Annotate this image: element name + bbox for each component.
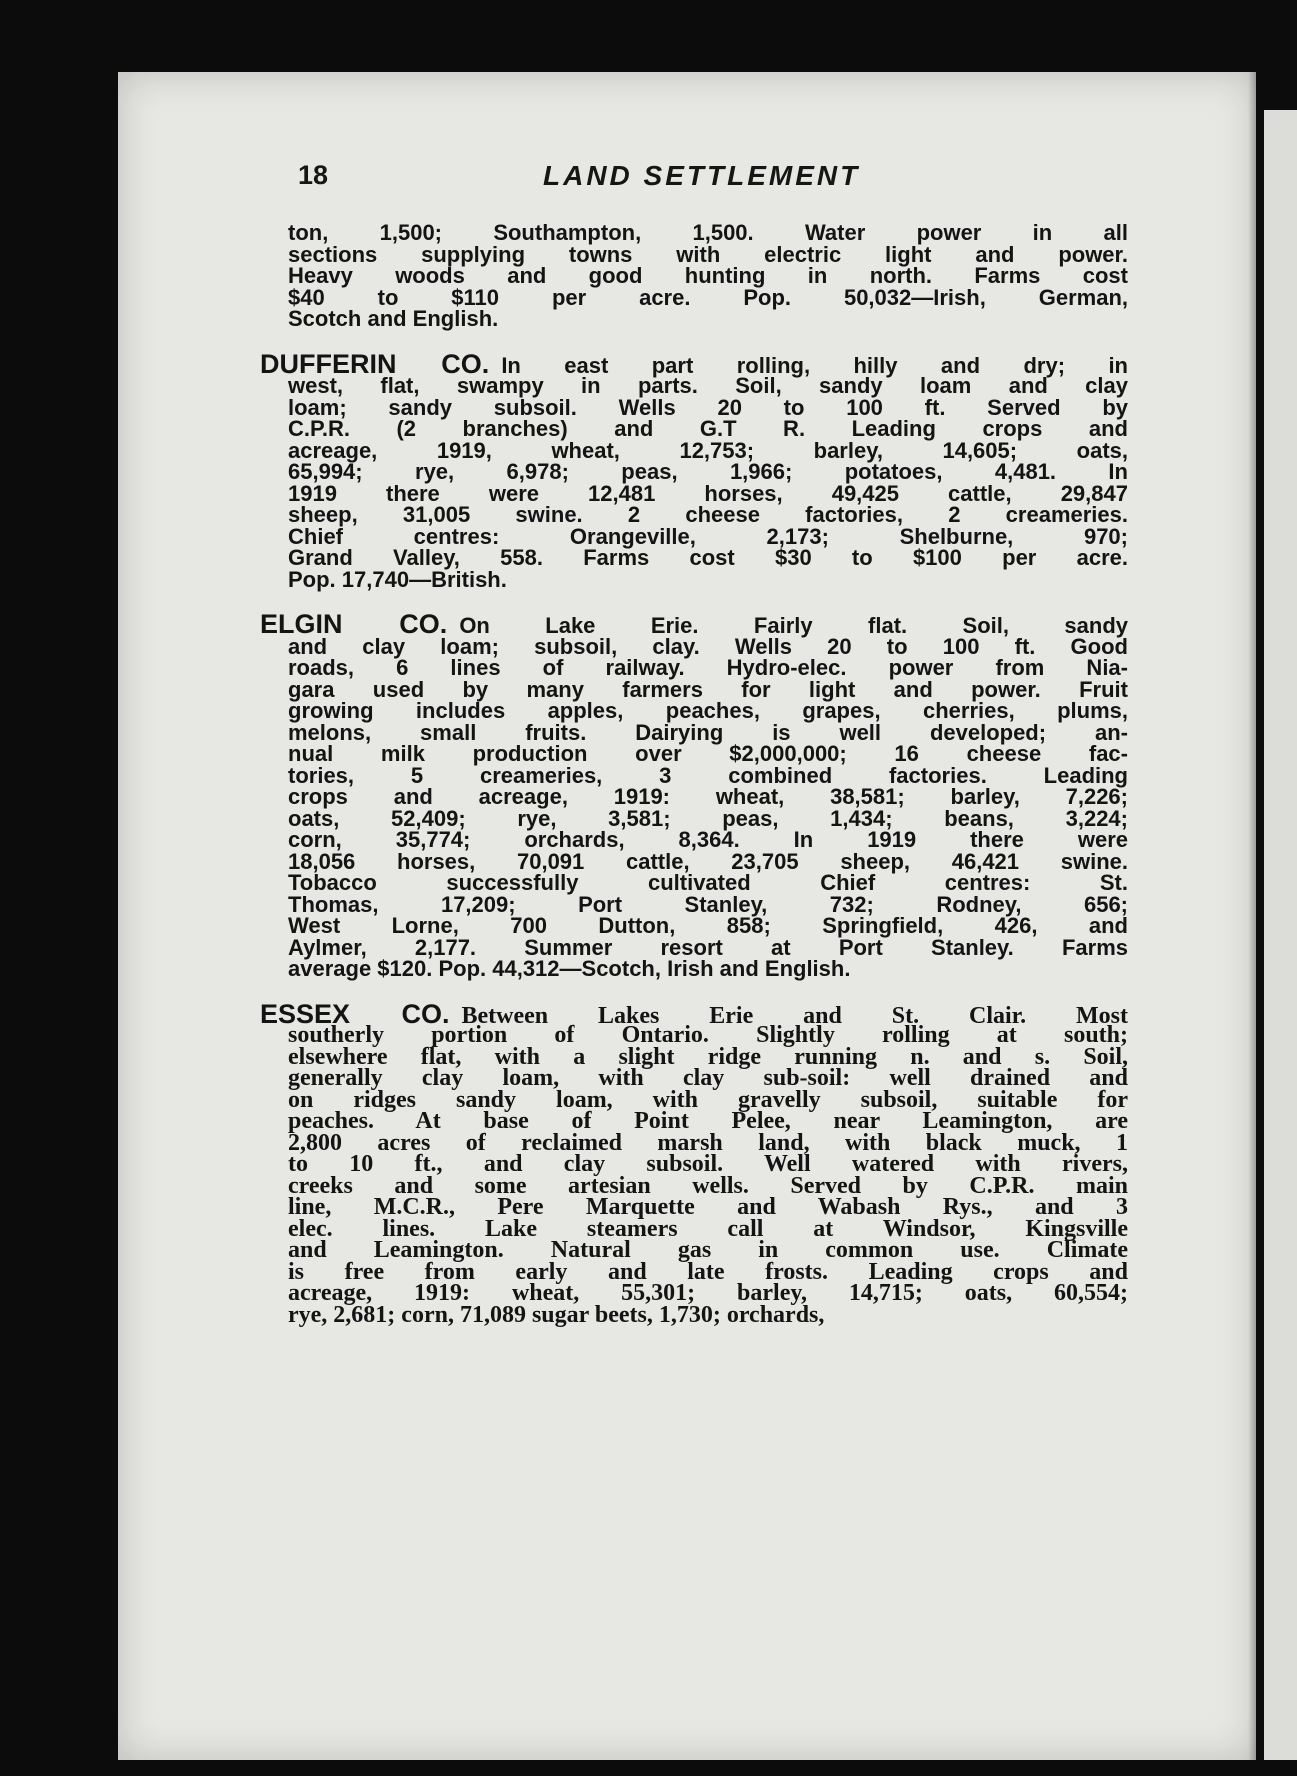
line-text: sheep, 31,005 swine. 2 cheese factories, 2 creameries. (288, 502, 1128, 527)
text-line (288, 504, 1128, 526)
text-line (288, 743, 1128, 765)
line-text: 65,994; rye, 6,978; peas, 1,966; potatoes, 4,481. In (288, 459, 1128, 484)
text-line (288, 1301, 1128, 1328)
line-text: West Lorne, 700 Dutton, 858; Springfield, 426, and (288, 913, 1128, 938)
line-text: ton, 1,500; Southampton, 1,500. Water power in all (288, 220, 1128, 245)
text-line (288, 700, 1128, 722)
text-line (288, 418, 1128, 440)
line-text: generally clay loam, with clay sub-soil: well drained and (288, 1065, 1128, 1091)
text-line (288, 547, 1128, 569)
line-text: Scotch and English. (288, 306, 499, 331)
line-text: average $120. Pop. 44,312—Scotch, Irish and English. (288, 956, 851, 981)
county-entry (288, 222, 1128, 330)
line-text: rye, 2,681; corn, 71,089 sugar beets, 1,730; orchards, (288, 1301, 825, 1328)
line-text: sections supplying towns with electric light and power. (288, 241, 1128, 267)
text-line (288, 375, 1128, 397)
county-entry (260, 348, 1128, 592)
text-line (260, 609, 1128, 639)
line-text: C.P.R. (2 branches) and G.T R. Leading crops and (288, 416, 1128, 441)
text-line (288, 633, 1128, 659)
text-line (288, 829, 1128, 851)
line-text: Thomas, 17,209; Port Stanley, 732; Rodney, 656; (288, 891, 1128, 917)
text-line (288, 265, 1128, 287)
line-text: elsewhere flat, with a slight ridge running n. and s. Soil, (288, 1043, 1128, 1070)
line-text: growing includes apples, peaches, grapes, cherries, plums, (288, 698, 1128, 723)
line-text: gara used by many farmers for light and power. Fruit (288, 676, 1128, 702)
line-text: Pop. 17,740—British. (288, 566, 507, 592)
line-text: melons, small fruits. Dairying is well developed; an- (288, 719, 1128, 745)
text-line (288, 657, 1128, 679)
line-text: On Lake Erie. Fairly flat. Soil, sandy (459, 613, 1128, 638)
line-text: loam; sandy subsoil. Wells 20 to 100 ft. Served by (288, 394, 1128, 420)
county-entry (260, 998, 1128, 1328)
line-text: 18,056 horses, 70,091 cattle, 23,705 sheep, 46,421 swine. (288, 848, 1128, 874)
adjacent-page-edge (1264, 110, 1297, 1760)
county-heading: ELGIN CO. (260, 609, 448, 639)
text-line (288, 891, 1128, 917)
text-line (288, 394, 1128, 420)
text-line (288, 786, 1128, 808)
line-text: oats, 52,409; rye, 3,581; peas, 1,434; beans, 3,224; (288, 805, 1128, 831)
line-text: roads, 6 lines of railway. Hydro-elec. power from Nia- (288, 655, 1128, 680)
text-line (288, 308, 1128, 330)
line-text: Chief centres: Orangeville, 2,173; Shelburne, 970; (288, 523, 1128, 549)
county-entry (260, 609, 1128, 981)
text-line (288, 461, 1128, 483)
county-heading: ESSEX CO. (260, 998, 450, 1029)
text-line (260, 348, 1128, 379)
text-line (288, 222, 1128, 244)
line-text: corn, 35,774; orchards, 8,364. In 1919 there were (288, 827, 1128, 852)
running-title: LAND SETTLEMENT (543, 160, 861, 191)
line-text: peaches. At base of Point Pelee, near Leamington, are (288, 1108, 1128, 1134)
line-text: and clay loam; subsoil, clay. Wells 20 to 100 ft. Good (288, 633, 1128, 659)
line-text: to 10 ft., and clay subsoil. Well watered with rivers, (288, 1151, 1128, 1177)
line-text: creeks and some artesian wells. Served by C.P.R. main (288, 1172, 1128, 1199)
line-text: Aylmer, 2,177. Summer resort at Port Stanley. Farms (288, 934, 1128, 960)
line-text: acreage, 1919, wheat, 12,753; barley, 14,605; oats, (288, 437, 1128, 463)
line-text: Grand Valley, 558. Farms cost $30 to $100 per acre. (288, 545, 1128, 570)
line-text: tories, 5 creameries, 3 combined factories. Leading (288, 762, 1128, 788)
county-heading: DUFFERIN CO. (260, 348, 490, 379)
text-line (288, 523, 1128, 549)
text-line (288, 241, 1128, 267)
line-text: on ridges sandy loam, with gravelly subsoil, suitable for (288, 1086, 1128, 1113)
line-text: Between Lakes Erie and St. Clair. Most (461, 1002, 1128, 1029)
page-number: 18 (298, 160, 329, 190)
text-line (288, 848, 1128, 874)
text-line (288, 872, 1128, 894)
text-line (288, 934, 1128, 960)
text-line (288, 958, 1128, 980)
line-text: acreage, 1919: wheat, 55,301; barley, 14,715; oats, 60,554; (288, 1280, 1128, 1306)
line-text: nual milk production over $2,000,000; 16 cheese fac- (288, 741, 1128, 766)
text-line (288, 762, 1128, 788)
line-text: In east part rolling, hilly and dry; in (501, 352, 1128, 378)
text-line (288, 480, 1128, 506)
text-line (288, 566, 1128, 592)
line-text: west, flat, swampy in parts. Soil, sandy loam and clay (288, 373, 1128, 398)
running-head (298, 160, 1128, 200)
line-text: is free from early and late frosts. Leading crops and (288, 1258, 1128, 1285)
line-text: and Leamington. Natural gas in common use. Climate (288, 1237, 1128, 1263)
line-text: 1919 there were 12,481 horses, 49,425 cattle, 29,847 (288, 480, 1128, 506)
line-text: line, M.C.R., Pere Marquette and Wabash Rys., and 3 (288, 1194, 1128, 1220)
text-line (288, 437, 1128, 463)
line-text: Tobacco successfully cultivated Chief centres: St. (288, 870, 1128, 895)
text-line (288, 805, 1128, 831)
line-text: southerly portion of Ontario. Slightly rolling at south; (288, 1022, 1128, 1048)
line-text: Heavy woods and good hunting in north. Farms cost (288, 263, 1128, 288)
line-text: crops and acreage, 1919: wheat, 38,581; barley, 7,226; (288, 784, 1128, 809)
line-text: elec. lines. Lake steamers call at Windsor, Kingsville (288, 1215, 1128, 1242)
text-line (288, 676, 1128, 702)
line-text: 2,800 acres of reclaimed marsh land, with black muck, 1 (288, 1129, 1128, 1156)
text-line (288, 719, 1128, 745)
line-text: $40 to $110 per acre. Pop. 50,032—Irish, German, (288, 284, 1128, 310)
page-body (260, 220, 1128, 1328)
text-line (288, 284, 1128, 310)
text-line (288, 915, 1128, 937)
